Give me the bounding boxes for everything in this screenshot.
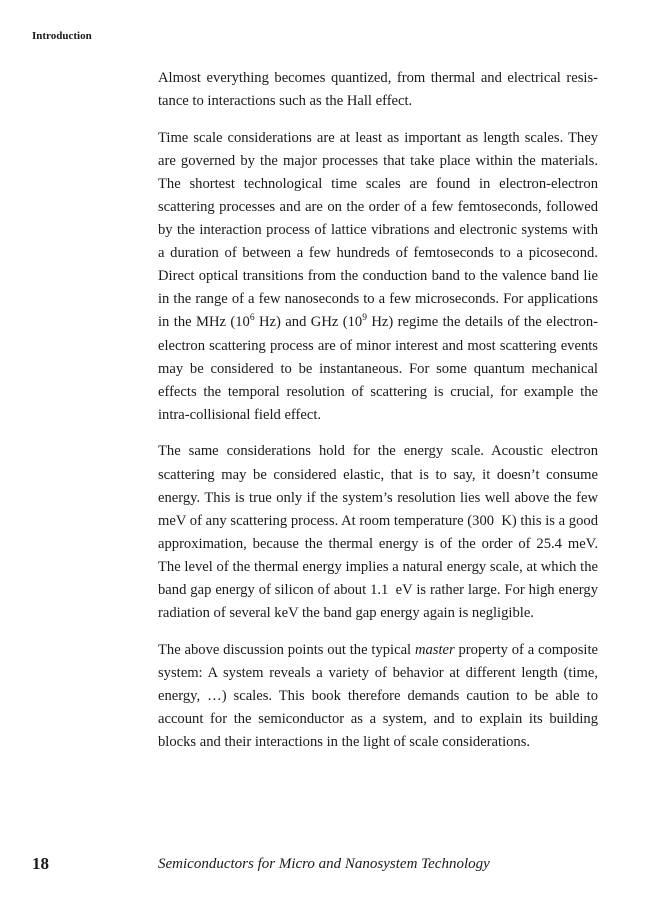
paragraph-2-text-a: Time scale considerations are at least as important as length scales. They are governed by the major processes that take place within the materials. The shortest technological time scales are found in electron-electron scattering processes and are on the order of a few femtoseconds, followed by the interaction process of lattice vibrations and electronic systems with a duration of between a few hundreds of femtoseconds to a picosecond. Direct optical transitions from the conduction band to the valence band lie in the range of a few nanoseconds to a few microseconds. For applications in the MHz (10 (158, 129, 598, 331)
page-number: 18 (32, 854, 49, 873)
paragraph-1: Almost everything becomes quantized, from thermal and electrical resistance to interactions such as the Hall effect. (158, 70, 598, 110)
paragraph-2-text-b: Hz) and GHz (10 (254, 314, 363, 331)
paragraph-4-text-a: The above discussion points out the typical (158, 641, 415, 658)
exponent-6: 6 (249, 313, 255, 324)
book-title: Semiconductors for Micro and Nanosystem Technology (158, 856, 490, 872)
emphasis-master: master (414, 641, 455, 658)
paragraph-4 (158, 639, 598, 754)
paragraph-3: The same considerations hold for the energy scale. Acoustic electron scattering may be considered elastic, that is to say, it doesn’t consume energy. This is true only if the system’s resolution lies well above the few meV of any scattering process. At room temperature (300 K) this is a good approximation, because the thermal energy is of the order of 25.4 meV. The level of the thermal energy implies a natural energy scale, at which the band gap energy of silicon of about 1.1 eV is rather large. For high energy radiation of several keV the band gap energy again is negligible. (158, 443, 598, 622)
paragraph-4-text-b: property of a composite system: A system reveals a variety of behavior at different length (time, energy, …) scales. This book therefore demands caution to be able to account for the semiconductor as a system, and to explain its building blocks and their interactions in the light of scale considerations. (158, 641, 598, 751)
paragraph-2-text-c: Hz) regime the details of the electron-electron scattering process are of minor interest and most scattering events may be considered to be instantaneous. For some quantum mechanical effects the temporal resolution of scattering is crucial, for example the intra-collisional field effect. (158, 314, 598, 423)
body-text (158, 67, 598, 768)
running-head: Introduction (32, 30, 92, 42)
exponent-9: 9 (362, 313, 367, 324)
paragraph-2 (158, 127, 598, 427)
